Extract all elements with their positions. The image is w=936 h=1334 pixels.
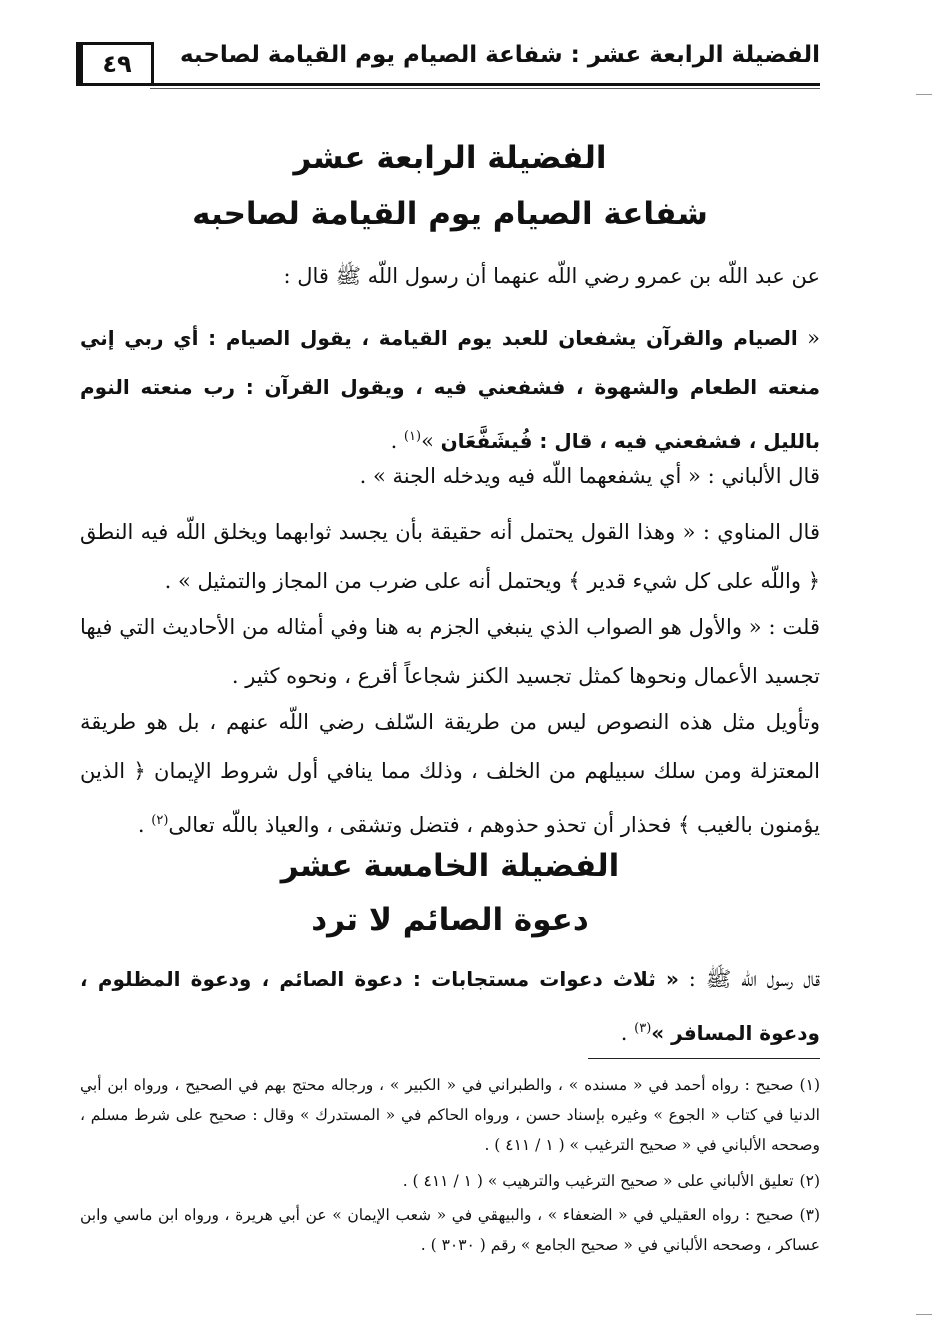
running-header (76, 36, 820, 92)
margin-mark (916, 94, 932, 95)
header-rule (150, 83, 820, 86)
period: . (137, 813, 152, 837)
footnote-ref-2: (٢) (151, 813, 169, 828)
footnote-1 (80, 1070, 820, 1160)
hadith-text: « ثلاث دعوات مستجابات : دعوة الصائم ، ودعوة المظلوم ، ودعوة المسافر » (80, 967, 820, 1045)
period: . (390, 429, 404, 453)
footnote-number: (١) (799, 1076, 820, 1094)
section14-heading: الفضيلة الرابعة عشر (293, 140, 607, 176)
section15-heading: الفضيلة الخامسة عشر (280, 848, 620, 884)
footnote-number: (٢) (799, 1172, 820, 1190)
section15-hadith (80, 955, 820, 1058)
running-title: الفضيلة الرابعة عشر : شفاعة الصيام يوم القيامة لصاحبه (179, 42, 820, 68)
margin-mark (916, 1314, 932, 1315)
quote-close: » (421, 429, 441, 453)
munawi-comment: قال المناوي : « وهذا القول يحتمل أنه حقيقة بأن يجسد ثوابهما ويخلق اللّه فيه النطق ﴿ واللّه على كل شيء قدير ﴾ ويحتمل أنه على ضرب من المجاز والتمثيل » . (80, 520, 820, 593)
author-comment: قلت : « والأول هو الصواب الذي ينبغي الجزم به هنا وفي أمثاله من الأحاديث التي فيها تجسيد الأعمال ونحوها كمثل تجسيد الكنز شجاعاً أقرع ، ونحوه كثير . (80, 615, 820, 688)
footnote-ref-1: (١) (403, 429, 422, 444)
footnote-2 (80, 1166, 820, 1196)
section14-subheading: شفاعة الصيام يوم القيامة لصاحبه (192, 196, 708, 232)
footnote-text: تعليق الألباني على « صحيح الترغيب والترهيب » ( ١ / ٤١١ ) . (402, 1172, 794, 1190)
albani-comment: قال الألباني : « أي يشفعهما اللّه فيه ويدخله الجنة » . (359, 464, 820, 488)
hadith-text: الصيام والقرآن يشفعان للعبد يوم القيامة ، يقول الصيام : أي ربي إني منعته الطعام والشهوة ، فشفعني فيه ، ويقول القرآن : رب منعته النوم بالليل ، فشفعني فيه ، قال : فُيشَفَّعَان (80, 326, 820, 453)
tawil-paragraph (80, 698, 820, 850)
period: . (620, 1021, 635, 1045)
footnote-text: صحيح : رواه العقيلي في « الضعفاء » ، والبيهقي في « شعب الإيمان » عن أبي هريرة ، ورواه ابن ماسي وابن عساكر ، وصححه الألباني في « صحيح الجامع » رقم ( ٣٠٣٠ ) . (80, 1206, 820, 1254)
section15-subheading: دعوة الصائم لا ترد (311, 902, 589, 938)
section15-intro: قال رسول اللّه ﷺ : (678, 967, 820, 991)
quote-open: « (797, 326, 820, 350)
footnote-separator (588, 1058, 820, 1059)
page-number: ٤٩ (76, 42, 154, 86)
footnote-text: صحيح : رواه أحمد في « مسنده » ، والطبراني في « الكبير » ، ورجاله محتج بهم في الصحيح ، ورواه ابن أبي الدنيا في كتاب « الجوع » وغيره بإسناد حسن ، ورواه الحاكم في « المستدرك » وقال : صحيح على شرط مسلم ، وصححه الألباني في « صحيح الترغيب » ( ١ / ٤١١ ) . (80, 1076, 820, 1154)
footnote-number: (٣) (799, 1206, 820, 1224)
section14-hadith (80, 314, 820, 466)
footnote-ref-3: (٣) (634, 1021, 652, 1036)
tawil-text: وتأويل مثل هذه النصوص ليس من طريقة السّلف رضي اللّه عنهم ، بل هو طريقة المعتزلة ومن سلك سبيلهم من الخلف ، وذلك مما ينافي أول شروط الإيمان ﴿ الذين يؤمنون بالغيب ﴾ فحذار أن تحذو حذوهم ، فتضل وتشقى ، والعياذ باللّه تعالى (80, 710, 820, 837)
section14-intro: عن عبد اللّه بن عمرو رضي اللّه عنهما أن رسول اللّه ﷺ قال : (283, 264, 820, 288)
header-rule-thin (150, 88, 820, 89)
footnote-3 (80, 1200, 820, 1260)
